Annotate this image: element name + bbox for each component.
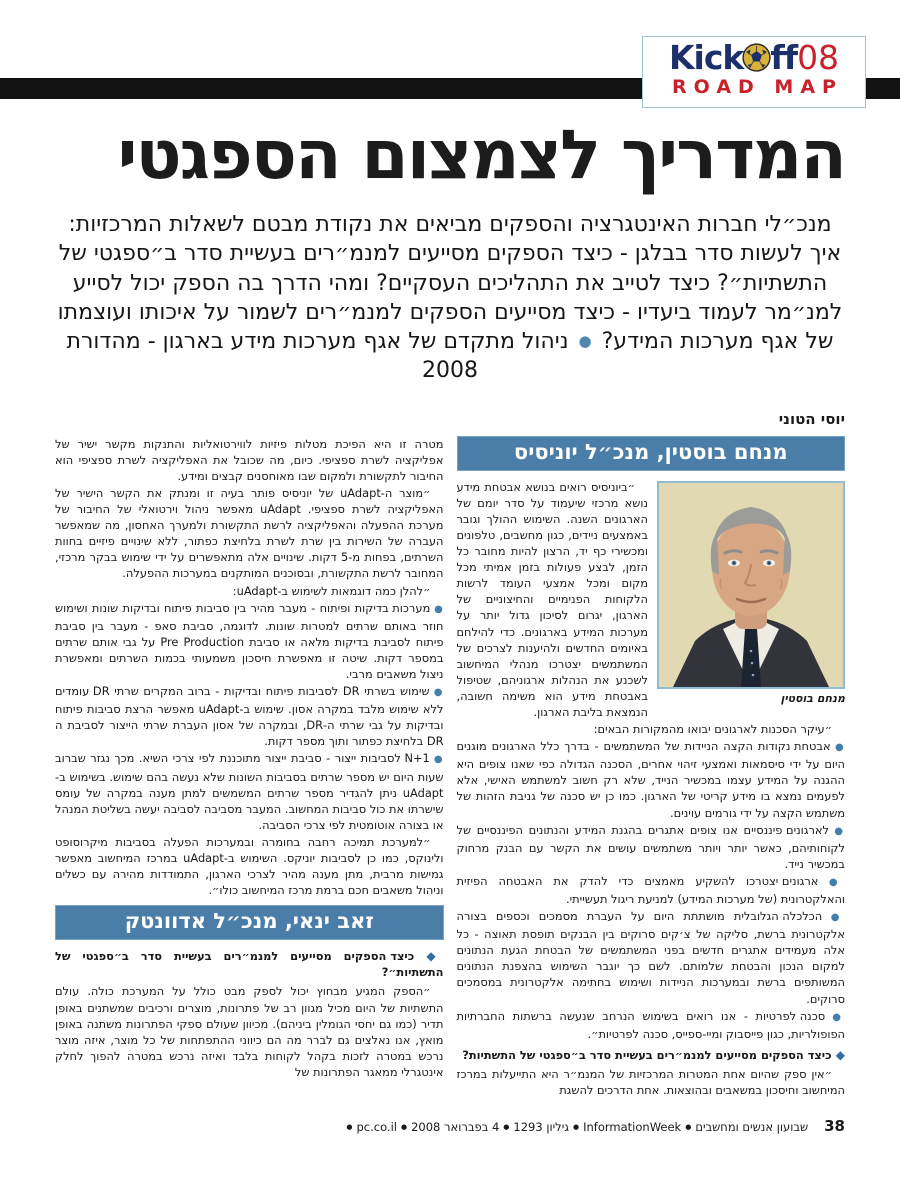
body-paragraph: ״עיקר הסכנות לארגונים יבואו מהמקורות הבאים: <box>593 722 832 737</box>
bullet-icon: ● <box>818 876 845 888</box>
lead-paragraph <box>52 210 848 386</box>
section-header-yanai: זאב ינאי, מנכ״ל אדוונטק <box>55 905 444 940</box>
bullet-item: ● מערכות בדיקות ופיתוח - מעבר מהיר בין סביבות פיתוח ובדיקות שונות ושימוש חוזר באותם שרתים למטרות שונות. לדוגמה, סביבת סאפ - מעבר בין סביבת פיתוח לסביבת בדיקות מלאה או סביבת Pre Production על גבי אותם שרתים במספר דקות. שיטה זו מאפשרת חיסכון משמעותי בכמות השרתים ומאפשרת ניצול משאבים מרבי. <box>55 600 444 681</box>
bullet-icon: ● <box>822 912 845 924</box>
body-paragraph: ״להלן כמה דוגמאות לשימוש ב-uAdapt: <box>232 583 431 598</box>
lead-part1: מנכ״לי חברות האינטגרציה והספקים מביאים את נקודת מבטם לשאלות המרכזיות: איך לעשות סדר בבלגן - כיצד הספקים מסייעים למנמ״רים בעשיית סדר ב״ספגטי של התשתיות״? כיצד לטייב את התהליכים העסקיים? ומהי הדרך בה הספק יכול לסייע למנ״מר לעמוד ביעדיו - כיצד מסייעים הספקים למנמ״רים לשמור על איכותו ועוצמתו של אגף מערכות המידע? <box>57 212 843 355</box>
footer-separator-dot: ● <box>400 1123 408 1132</box>
column-right-body <box>457 479 846 1098</box>
footer-separator-dot: ● <box>503 1123 510 1132</box>
question-heading: ◆ כיצד הספקים מסייעים למנמ״רים בעשיית סדר ב״ספגטי של התשתיות? <box>462 1047 845 1062</box>
diamond-icon: ◆ <box>414 949 444 964</box>
body-paragraph: מטרה זו היא הפיכת מטלות פיזיות לווירטואליות והתנקות מקשר ישיר של אפליקציה לשרת ספציפי. כיום, מה שכובל את האפליקציה לשרת ספציפי הוא החיבור לתקשורת ולמקום שבו מאוחסנים קבצים ומידע. <box>55 436 444 483</box>
body-paragraph: ״מוצר ה-uAdapt של יוניסיס פותר בעיה זו ומנתק את הקשר הישיר של האפליקציה לשרת ספציפי. uAdapt מאפשר ניהול וירטואלי של החיבור של מערכת ההפעלה והאפליקציה לרשת התקשורת ולמערך האחסון, מה שמאפשר העברה של השירות בין שרת לשרת בלחיצת כפתור, ללא שינויים פיזיים בחוות השרתים, בפחות מ-5 דקות. שינויים אלה מתאפשרים על ידי שימוש בבקר מרכזי, המחובר לרשת התקשורת, ובסוכנים המותקנים במערכות ההפעלה. <box>55 485 444 581</box>
footer-separator-dot: ● <box>573 1123 580 1132</box>
footer-item: 4 בפברואר 2008 <box>411 1120 500 1135</box>
bullet-icon: ● <box>825 1011 846 1023</box>
body-paragraph: ״אין ספק שהיום אחת המטרות המרכזיות של המנמ״ר היא התייעלות במרכז המיחשוב וחיסכון במשאבים ובהוצאות. אחת הדרכים להשגת <box>456 1066 845 1098</box>
column-left-body-bottom <box>55 948 444 1080</box>
column-left-body-top <box>55 436 444 899</box>
logo-roadmap-text: ROAD MAP <box>672 76 843 98</box>
logo-kick-text: Kick <box>668 38 744 77</box>
footer-separator-dot: ● <box>346 1123 353 1132</box>
article-columns <box>55 436 845 1099</box>
footer-item: גיליון 1293 <box>513 1120 570 1135</box>
kickoff-logo-wordmark <box>643 38 865 77</box>
page-number: 38 <box>824 1117 845 1136</box>
section-header-bustin: מנחם בוסטין, מנכ״ל יוניסיס <box>457 436 846 471</box>
bullet-item: ● סכנה לפרטיות - אנו רואים בשימוש הנרחב שנעשה ברשתות החברתיות הפופולריות, כגון פייסבוק ומיי-ספייס, סכנה לפרטיות״. <box>456 1008 846 1041</box>
lead-part2: ניהול מתקדם של אגף מערכות מידע בארגון - מהדורת 2008 <box>66 329 569 384</box>
diamond-icon: ◆ <box>831 1047 845 1062</box>
question-heading: ◆ כיצד הספקים מסייעים למנמ״רים בעשיית סדר ב״ספגטי של התשתיות״? <box>55 949 444 980</box>
bullet-item: ● שימוש בשרתי DR לסביבות פיתוח ובדיקות - ברוב המקרים שרתי DR עומדים ללא שימוש מלבד במקרה אסון. שימוש ב-uAdapt מאפשר הרצת סביבות פיתוח ובדיקות על גבי שרתי ה-DR, ובמקרה של אסון העברת שרתי הייצור לסביבת ה DR בלחיצת כפתור ותוך מספר דקות. <box>55 684 444 749</box>
page-footer <box>55 1117 845 1135</box>
headline: המדריך לצמצום הספגטי <box>117 116 845 195</box>
bullet-icon: ● <box>829 825 846 837</box>
body-paragraph: ״למערכת תמיכה רחבה בחומרה ובמערכות הפעלה בסביבות מיקרוסופט ולינוקס, כמו כן לסביבות יוניקס. השימוש ב-uAdapt במרכז המיחשוב מאפשר גמישות מרבית, מתן מענה מהיר לצרכי הארגון, התמודדות מהירה עם כשלים וניהול משאבים חכם ברמת מרכז המיחשוב כולו״. <box>55 834 444 898</box>
bullet-icon: ● <box>578 332 592 351</box>
body-paragraph: ״הספק המגיע מבחוץ יכול לספק מבט כולל על המערכת כולה. עולם התשתיות של היום מכיל מגוון רב של פתרונות, מוצרים ורכיבים שמשתנים באופן תדיר (כמו גם יחסי הגומלין ביניהם). מכיוון שעולם ספקי הפתרונות משתנה באופן מואץ, אנו נאלצים גם לברר מה הם כיווני ההתפתחות של כל מוצר, איזה מוצר נרכש במטרה לזכות בקהל לקוחות בלבד ואיזה נרכש במטרה להפוך לחלק אינטגרלי ממאגר הפתרונות של <box>55 984 444 1079</box>
bullet-icon: ● <box>429 754 444 766</box>
portrait-image <box>657 481 845 689</box>
footer-info <box>346 1120 812 1134</box>
column-right <box>457 436 846 1099</box>
photo-caption: מנחם בוסטין <box>780 691 845 705</box>
logo-year-text: 08 <box>797 38 840 77</box>
bullet-item: ● ארגונים יצטרכו להשקיע מאמצים כדי להדק את האבטחה הפיזית והאלקטרונית (של מערכות המידע) למניעת ריגול תעשייתי. <box>456 873 845 906</box>
portrait-photo <box>657 481 845 707</box>
bullet-icon: ● <box>830 742 845 754</box>
byline: יוסי הטוני <box>778 409 845 428</box>
column-left <box>55 436 444 1099</box>
footer-separator-dot: ● <box>685 1123 692 1132</box>
bullet-icon: ● <box>430 603 444 615</box>
bullet-item: ● אבטחת נקודות הקצה הניידות של המשתמשים - בדרך כלל הארגונים מוגנים היום על ידי סיסמאות ואמצעי זיהוי אחרים, הסכנה הגדולה כפי שאנו צופים היא ההגנה על המידע עצמו במכשיר הנייד, שלא רק חשוב למשתמש האישי, אלא לפעמים נמצא בו מידע קריטי של הארגון. כמו כן יש סכנה של גניבת הזהות של משתמש הקצה על ידי גורמים עוינים. <box>456 739 845 820</box>
bullet-item: ● לארגונים פיננסיים אנו צופים אתגרים בהגנת המידע והנתונים הפיננסיים של לקוחותיהם, כאשר יותר ויותר משתמשים עושים את הקשר עם הבנק מרחוק במכשיר נייד. <box>456 822 846 871</box>
footer-item: InformationWeek <box>583 1120 682 1135</box>
footer-item: pc.co.il <box>356 1120 397 1135</box>
bullet-item: ● הכלכלה הגלובלית מושתתת היום על העברת מסמכים וכספים בצורה אלקטרונית ברשת, סליקה של צ׳קים סרוקים בין הבנקים תופסת תאוצה - כל אלה מעמידים אתגרים חדשים בפני המשתמשים של הבטחת הגעת הנתונים למקום הנכון והבטחת שלמותם. לשם כך יוגבר השימוש בהצפנת הנתונים המשותפים ברשת ובמערכות הניידות ושימוש בחתימה אלקטרונית במסמכים סרוקים. <box>456 909 845 1006</box>
bullet-icon: ● <box>429 687 444 699</box>
footer-item: שבועון אנשים ומחשבים <box>695 1120 809 1135</box>
masthead <box>0 0 900 112</box>
soccer-ball-icon <box>742 43 771 72</box>
bullet-item: ● N+1 לסביבות ייצור - סביבת ייצור מתוכננת לפי צרכי השיא. מכך נגזר שברוב שעות היום יש מספר שרתים בסביבות השונות שלא נעשה בהם שימוש. בשימוש ב-uAdapt ניתן להגדיר מספר שרתים המשמשים למתן מענה במקרה של עומס שישרתו את כול סביבות המחשוב. המעבר מסביבה לסביבה יעשה בשליטת המנהל או בצורה אוטומטית לפי צרכי הסביבה. <box>55 751 444 832</box>
logo-ff-text: ff <box>770 38 798 77</box>
body-paragraph: ״ביוניסיס רואים בנושא אבטחת מידע נושא מרכזי שיעמוד על סדר יומם של הארגונים השנה. השימוש ההולך וגובר באמצעים ניידים, כגון מחשבים, טלפונים ומכשירי כף יד, הרצון להיות מחובר כל הזמן, לבצע פעולות בזמן אמיתי מכל מקום ומכל אמצעי העומד לרשות הלקוחות הפנימיים והחיצוניים של הארגון, יגרום לסיכון גדול יותר על מערכות המידע בארגונים. כדי להילחם באיומים החדשים ולהיענות לצרכים של המשתמשים יצטרכו מנהלי המיחשוב לשכנע את הנהלות ארגוניהם, שטיפול באבטחת מידע הוא משימה חשובה, הנמצאת בליבת הארגון. <box>456 479 648 719</box>
kickoff-logo <box>642 36 866 108</box>
